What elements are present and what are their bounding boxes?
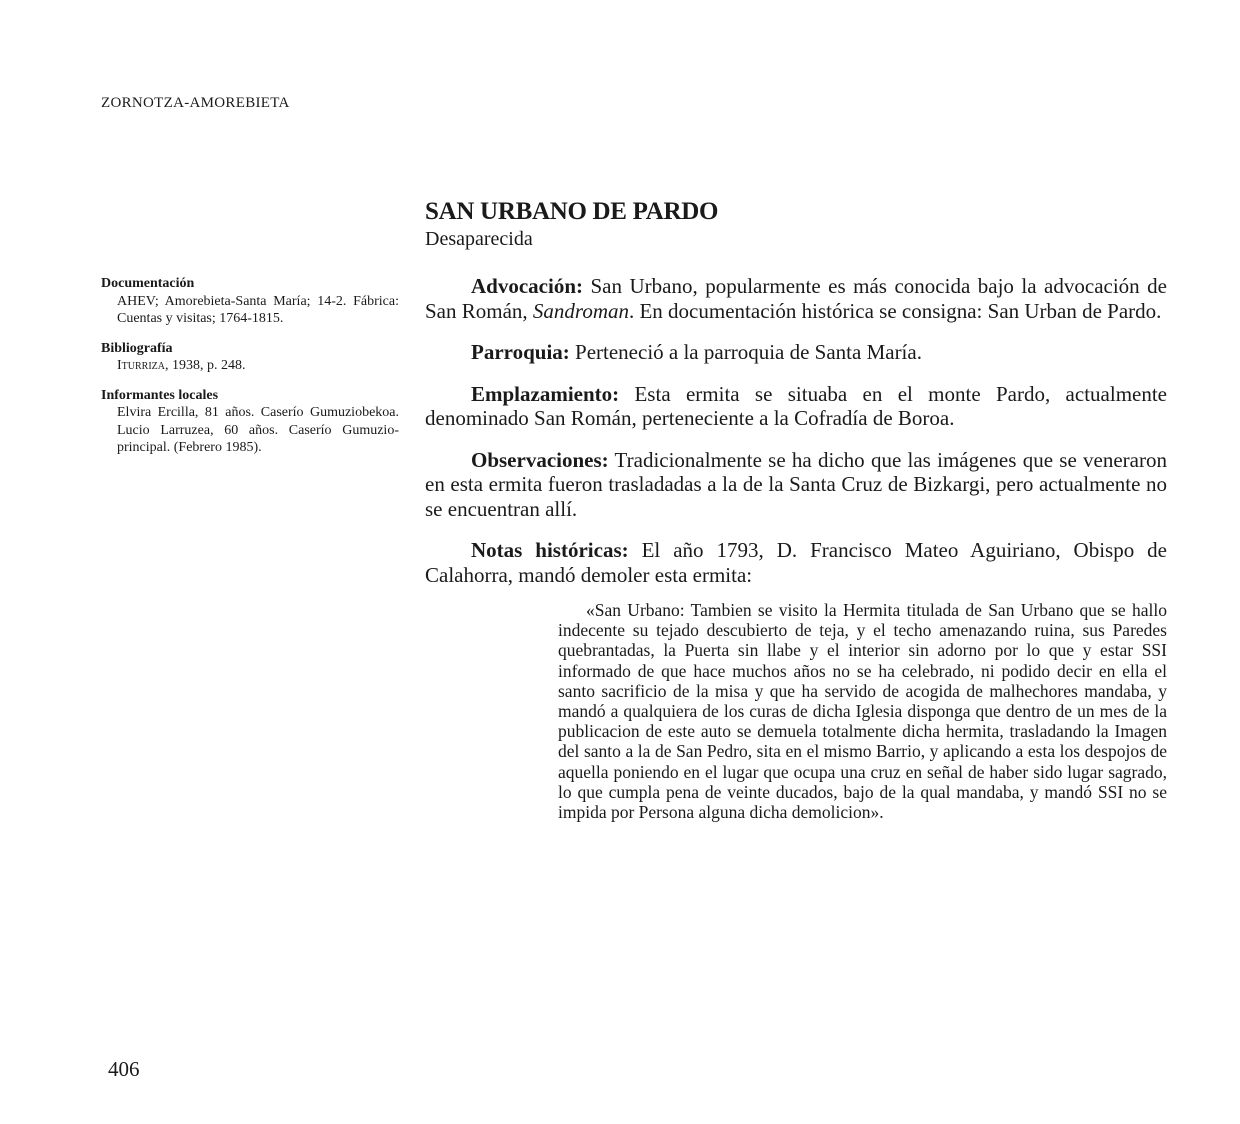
paragraph-observaciones (425, 448, 1167, 522)
paragraph-advocacion (425, 274, 1167, 323)
block-quote: «San Urbano: Tambien se visito la Hermita titulada de San Urbano que se hallo indecente su tejado descubierto de teja, y el techo amenazando ruina, sus Paredes quebrantadas, la Puerta sin llabe y el interior sin adorno por lo que y estar SSI informado de que hace muchos años no se ha celebrado, ni podido decir en ella el santo sacrificio de la misa y que ha servido de acogida de malhechores mandaba, y mandó a qualquiera de los curas de dicha Iglesia disponga que dentro de un mes de la publicacion de este auto se demuela totalmente dicha hermita, trasladando la Imagen del santo a la de San Pedro, sita en el mismo Barrio, y aplicando a esta los despojos de aquella poniendo en el lugar que ocupa una cruz en señal de haber sido lugar sagrado, lo que cumpla pena de veinte ducados, bajo de la qual mandaba, y mandó SSI no se impida por Persona alguna dicha demolicion». (558, 600, 1167, 823)
paragraph-text: Tradicionalmente se ha dicho que las imágenes que se veneraron en esta ermita fueron trasladadas a la de la Santa Cruz de Bizkargi, pero actualmente no se encuentran allí. (425, 447, 1167, 521)
paragraph-text: Esta ermita se situaba en el monte Pardo, actualmente denominado San Román, perteneciente a la Cofradía de Boroa. (425, 381, 1167, 430)
sidebar-references (101, 275, 399, 469)
paragraph-text: El año 1793, D. Francisco Mateo Aguiriano, Obispo de Calahorra, mandó demoler esta ermita: (425, 538, 1168, 587)
section-bibliografia (101, 340, 399, 375)
section-body: Elvira Ercilla, 81 años. Caserío Gumuziobekoa. Lucio Larruzea, 60 años. Caserío Gumuzio-principal. (Febrero 1985). (117, 405, 399, 455)
section-informantes (101, 387, 399, 457)
section-body (101, 357, 399, 375)
running-head: ZORNOTZA-AMOREBIETA (101, 95, 290, 111)
paragraph-parroquia (425, 340, 1167, 365)
citation: , 1938, p. 248. (165, 358, 246, 373)
article-title: SAN URBANO DE PARDO (425, 198, 719, 225)
italic-term: Sandroman (532, 298, 629, 323)
section-title: Informantes locales (101, 387, 219, 403)
paragraph-emplazamiento (425, 382, 1167, 431)
paragraph-label: Emplazamiento: (471, 381, 620, 406)
paragraph-label: Observaciones: (471, 447, 609, 472)
paragraph-label: Parroquia: (471, 340, 570, 364)
paragraph-label: Notas históricas: (471, 538, 629, 562)
section-title: Documentación (101, 276, 195, 291)
section-documentacion (101, 275, 399, 328)
author-name: Iturriza (117, 358, 165, 373)
page-number: 406 (108, 1057, 140, 1081)
paragraph-label: Advocación: (471, 274, 583, 298)
paragraph-text: San Urbano, popularmente es más conocida bajo la advocación de San Román, (425, 274, 1167, 323)
main-article (425, 198, 1167, 822)
article-subtitle: Desaparecida (425, 228, 533, 250)
section-title: Bibliografía (101, 340, 173, 356)
paragraph-text: . En documentación histórica se consigna: San Urban de Pardo. (628, 298, 1162, 323)
paragraph-notas (425, 538, 1167, 587)
paragraph-text: Perteneció a la parroquia de Santa María. (569, 340, 922, 364)
section-body: AHEV; Amorebieta-Santa María; 14-2. Fábrica: Cuentas y visitas; 1764-1815. (117, 293, 399, 326)
